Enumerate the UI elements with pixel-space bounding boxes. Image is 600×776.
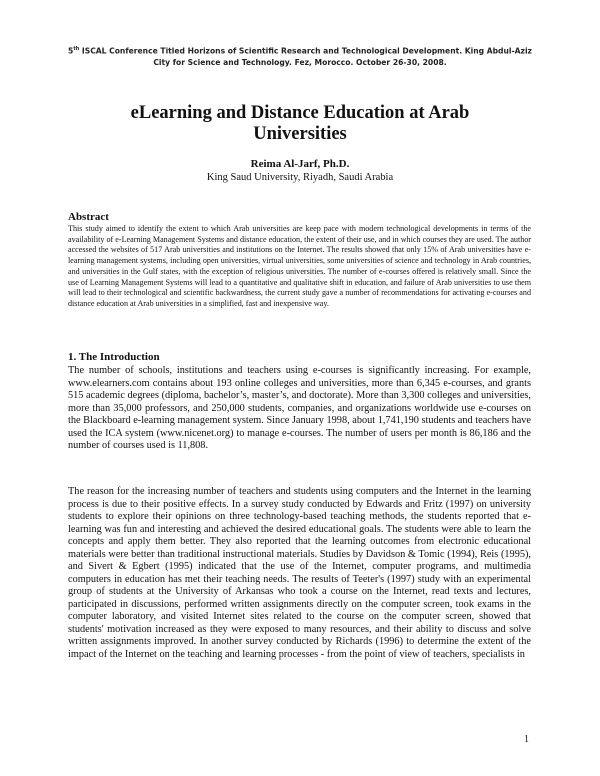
header-ordinal-number: 5: [68, 46, 74, 56]
conference-header: [68, 44, 532, 68]
title-line-1: eLearning and Distance Education at Arab: [130, 103, 470, 123]
header-ordinal-suffix: th: [73, 46, 80, 52]
section-heading-introduction: 1. The Introduction: [68, 351, 160, 363]
abstract-heading: Abstract: [68, 211, 109, 223]
paper-title: [70, 103, 530, 145]
abstract-text: This study aimed to identify the extent to which Arab universities are keep pace with modern technological developments in terms of the availability of e-Learning Management Systems and distance education, the extent of their use, and in which courses they are used. The author accessed the websites of 517 Arab universities and institutions on the Internet. The results showed that only 15% of Arab universities have e-learning management systems, including open universities, virtual universities, some universities of science and technology in Arab countries, and universities in the Gulf states, with the exception of religious universities. The number of e-courses offered is relatively small. Since the use of Learning Management Systems will lead to a quantitative and qualitative shift in education, and failure of Arab universities to use them will lead to their technological and scientific backwardness, the current study gave a number of recommendations for activating e-courses and distance education at Arab universities in a simplified, fast and inexpensive way.: [68, 224, 531, 308]
header-line-2: City for Science and Technology. Fez, Morocco. October 26-30, 2008.: [153, 57, 447, 67]
introduction-paragraph-1: The number of schools, institutions and teachers using e-courses is significantly increasing. For example, www.elearners.com contains about 193 online colleges and universities, more than 6,345 e-courses, and grants 515 academic degrees (diploma, bachelor’s, master’s, and doctorate). More than 3,300 colleges and universities, more than 35,000 professors, and 250,000 students, companies, and organizations worldwide use e-courses on the Blackboard e-learning management system. Since January 1998, about 1,741,190 students and teachers have used the ICA system (www.nicenet.org) to manage e-courses. The number of users per month is 86,186 and the number of courses used is 11,808.: [68, 365, 531, 451]
introduction-paragraph-2: The reason for the increasing number of teachers and students using computers and the Internet in the learning process is due to their positive effects. In a survey study conducted by Edwards and Fritz (1997) on university students to explore their opinions on three technology-based teaching methods, the students reported that e-learning was fun and interesting and achieved the desired educational goals. The students were able to learn the concepts and apply them better. They also reported that the learning outcomes from electronic educational materials were better than traditional instructional materials. Studies by Davidson & Tomic (1994), Reis (1995), and Sivert & Egbert (1995) indicated that the use of the Internet, computer programs, and multimedia computers in education has met their teaching needs. The results of Teeter's (1997) study with an experimental group of students at the University of Arkansas who took a course on the Internet, read texts and lectures, participated in discussions, performed written assignments directly on the computer screen, took exams in the computer laboratory, and visited Internet sites related to the course on the computer screen, showed that students' motivation increased as they were exposed to many resources, and their ability to discuss and solve written assignments improved. In another survey conducted by Richards (1996) to determine the extent of the impact of the Internet on the teaching and learning processes - from the point of view of teachers, specialists in: [68, 486, 531, 660]
author-affiliation: King Saud University, Riyadh, Saudi Arabia: [206, 172, 394, 183]
page-number: 1: [524, 734, 529, 745]
author-name: Reima Al-Jarf, Ph.D.: [250, 158, 350, 170]
header-line-1-text: ISCAL Conference Titled Horizons of Scientific Research and Technological Development. King Abdul-Aziz: [79, 46, 532, 56]
header-line-1: [68, 44, 532, 57]
title-line-2: Universities: [253, 124, 347, 144]
